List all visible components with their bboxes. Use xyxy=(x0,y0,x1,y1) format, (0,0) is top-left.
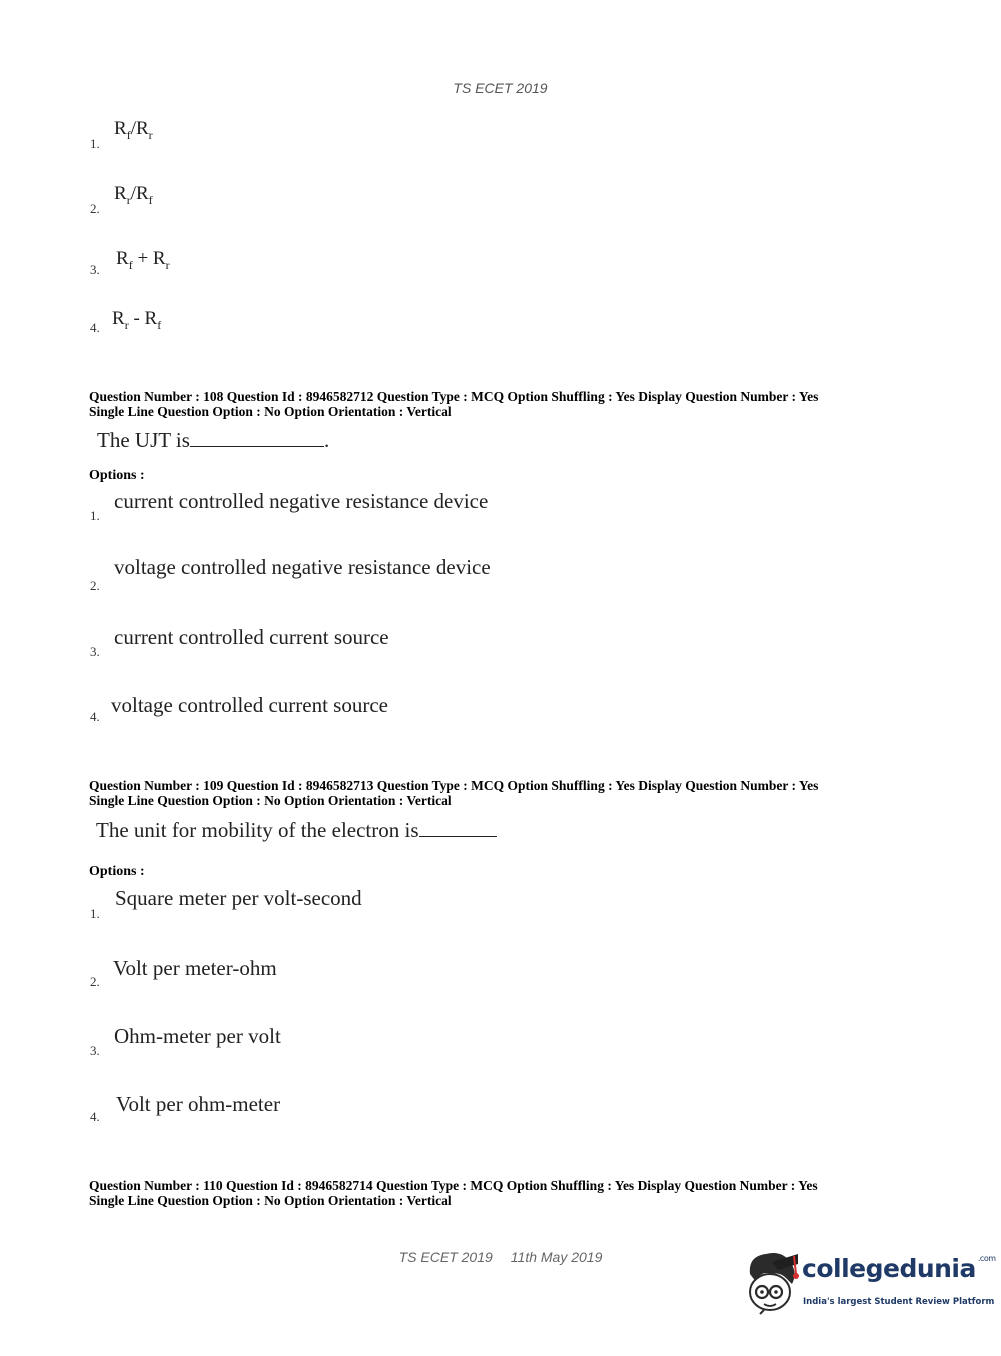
page-footer: TS ECET 2019 11th May 2019 xyxy=(398,1249,603,1265)
question-stem: The UJT is . xyxy=(97,428,330,452)
option-text: voltage controlled negative resistance device xyxy=(114,555,491,579)
option-formula: $R_f/R_r$ xyxy=(114,118,153,142)
question-meta: Question Number : 108 Question Id : 8946582712 Question Type : MCQ Option Shuffling : Yes Display Question Number : Yes Single Line Question Option : No Option Orientation : Vertical xyxy=(89,389,819,419)
option-text: current controlled negative resistance device xyxy=(114,489,489,513)
option-text: Ohm-meter per volt xyxy=(114,1024,281,1048)
option-formula: $R_f + R_r$ xyxy=(116,248,170,272)
options-label: Options : xyxy=(89,468,145,483)
answer-blank xyxy=(190,430,324,447)
mascot-icon xyxy=(742,1248,802,1318)
option-text: current controlled current source xyxy=(114,625,389,649)
option-number: 2. xyxy=(90,974,100,989)
option-formula: $R_r/R_f$ xyxy=(114,183,153,207)
option-text: Volt per meter-ohm xyxy=(113,956,277,980)
option-number: 3. xyxy=(90,1043,100,1058)
logo-tagline: India's largest Student Review Platform xyxy=(803,1297,995,1307)
question-meta: Question Number : 110 Question Id : 8946582714 Question Type : MCQ Option Shuffling : Yes Display Question Number : Yes Single Line Question Option : No Option Orientation : Vertical xyxy=(89,1178,818,1208)
question-meta: Question Number : 109 Question Id : 8946582713 Question Type : MCQ Option Shuffling : Yes Display Question Number : Yes Single Line Question Option : No Option Orientation : Vertical xyxy=(89,778,819,808)
options-label: Options : xyxy=(89,864,145,879)
option-number: 4. xyxy=(90,709,100,724)
option-number: 4. xyxy=(90,1109,100,1124)
question-stem: The unit for mobility of the electron is xyxy=(96,818,497,843)
page-header: TS ECET 2019 xyxy=(453,80,548,96)
logo-wordmark: collegedunia $^{.com}$ xyxy=(802,1254,996,1283)
option-number: 2. xyxy=(90,201,100,216)
option-number: 3. xyxy=(90,644,100,659)
option-number: 3. xyxy=(90,262,100,277)
option-number: 2. xyxy=(90,578,100,593)
option-number: 4. xyxy=(90,320,100,335)
option-number: 1. xyxy=(90,136,100,151)
option-text: Volt per ohm-meter xyxy=(116,1092,281,1116)
collegedunia-logo[interactable] xyxy=(742,1248,996,1318)
option-text: Square meter per volt-second xyxy=(115,886,362,910)
answer-blank xyxy=(419,820,497,837)
option-text: voltage controlled current source xyxy=(111,693,388,717)
option-formula: $R_r - R_f$ xyxy=(112,308,162,332)
option-number: 1. xyxy=(90,508,100,523)
option-number: 1. xyxy=(90,906,100,921)
